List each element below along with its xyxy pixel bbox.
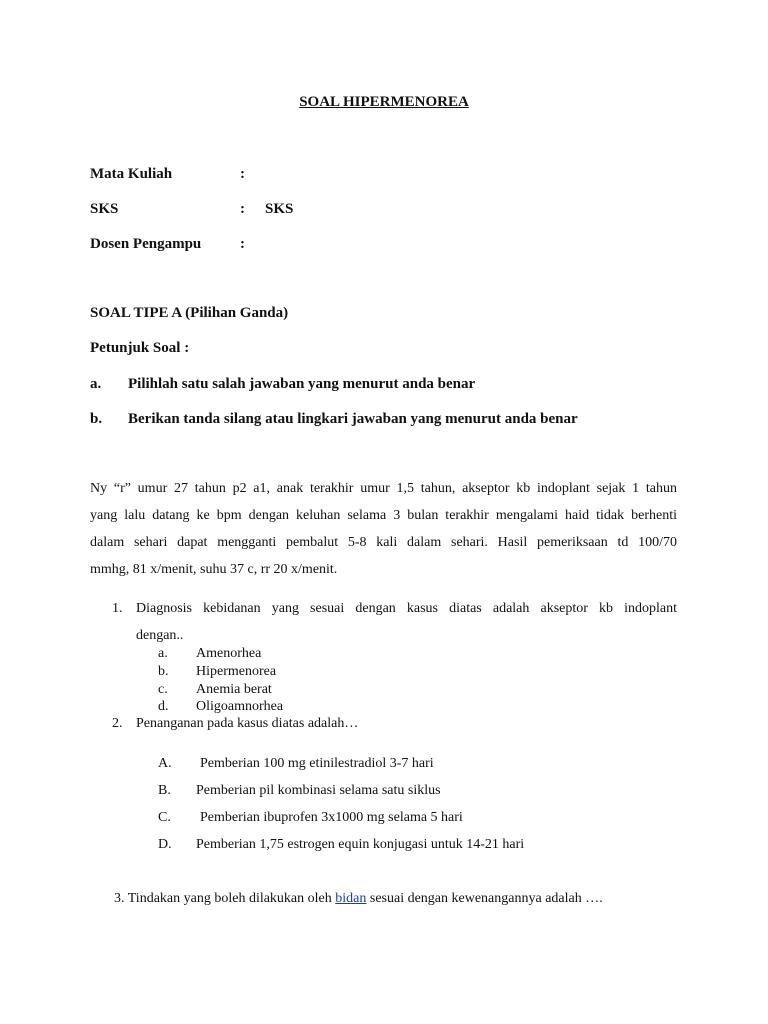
option-marker: B. <box>158 783 171 798</box>
case-line: Ny “r” umur 27 tahun p2 a1, anak terakhir umur 1,5 tahun, akseptor kb indoplant sejak 1 tahun <box>90 481 677 496</box>
option-text: Hipermenorea <box>196 664 277 679</box>
instruction-text: Berikan tanda silang atau lingkari jawaban yang menurut anda benar <box>128 411 578 427</box>
option-text: Pemberian pil kombinasi selama satu siklus <box>196 783 441 798</box>
instruction-text: Pilihlah satu salah jawaban yang menurut anda benar <box>128 376 476 392</box>
petunjuk-label: Petunjuk Soal : <box>90 340 190 356</box>
question-text: sesuai dengan kewenangannya adalah …. <box>369 891 603 906</box>
case-line: dalam sehari dapat mengganti pembalut 5-8 kali dalam sehari. Hasil pemeriksaan td 100/70 <box>90 535 677 550</box>
question-text: Penanganan pada kasus diatas adalah… <box>136 716 359 731</box>
option-text: Pemberian 100 mg etinilestradiol 3-7 hari <box>200 756 434 771</box>
question-text: dengan.. <box>136 628 184 643</box>
instruction-marker: a. <box>90 376 102 392</box>
case-line: mmhg, 81 x/menit, suhu 37 c, rr 20 x/menit. <box>90 562 338 577</box>
question-number: 1. <box>112 601 123 616</box>
bidan-link[interactable]: bidan <box>335 891 367 906</box>
option-text: Oligoamnorhea <box>196 699 284 714</box>
instruction-marker: b. <box>90 411 103 427</box>
question-text: Diagnosis kebidanan yang sesuai dengan kasus diatas adalah akseptor kb indoplant <box>136 601 677 616</box>
section-heading: SOAL TIPE A (Pilihan Ganda) <box>90 305 289 321</box>
option-marker: D. <box>158 837 172 852</box>
page-title: SOAL HIPERMENOREA <box>299 94 469 110</box>
sks-value: SKS <box>265 201 294 217</box>
dosen-label: Dosen Pengampu <box>90 236 202 252</box>
option-text: Anemia berat <box>196 682 272 697</box>
option-marker: d. <box>158 699 169 714</box>
sks-label: SKS <box>90 201 119 217</box>
option-marker: a. <box>158 646 168 661</box>
option-text: Pemberian ibuprofen 3x1000 mg selama 5 hari <box>200 810 463 825</box>
mata-kuliah-colon: : <box>240 166 245 182</box>
sks-colon: : <box>240 201 245 217</box>
option-marker: A. <box>158 756 172 771</box>
option-text: Amenorhea <box>196 646 262 661</box>
option-text: Pemberian 1,75 estrogen equin konjugasi untuk 14-21 hari <box>196 837 525 852</box>
dosen-colon: : <box>240 236 245 252</box>
question-text: 3. Tindakan yang boleh dilakukan oleh <box>114 891 332 906</box>
question-number: 2. <box>112 716 123 731</box>
question-3 <box>114 891 603 907</box>
option-marker: c. <box>158 682 168 697</box>
mata-kuliah-label: Mata Kuliah <box>90 166 173 182</box>
option-marker: b. <box>158 664 169 679</box>
option-marker: C. <box>158 810 171 825</box>
case-line: yang lalu datang ke bpm dengan keluhan selama 3 bulan terakhir mengalami haid tidak berhenti <box>90 508 677 523</box>
